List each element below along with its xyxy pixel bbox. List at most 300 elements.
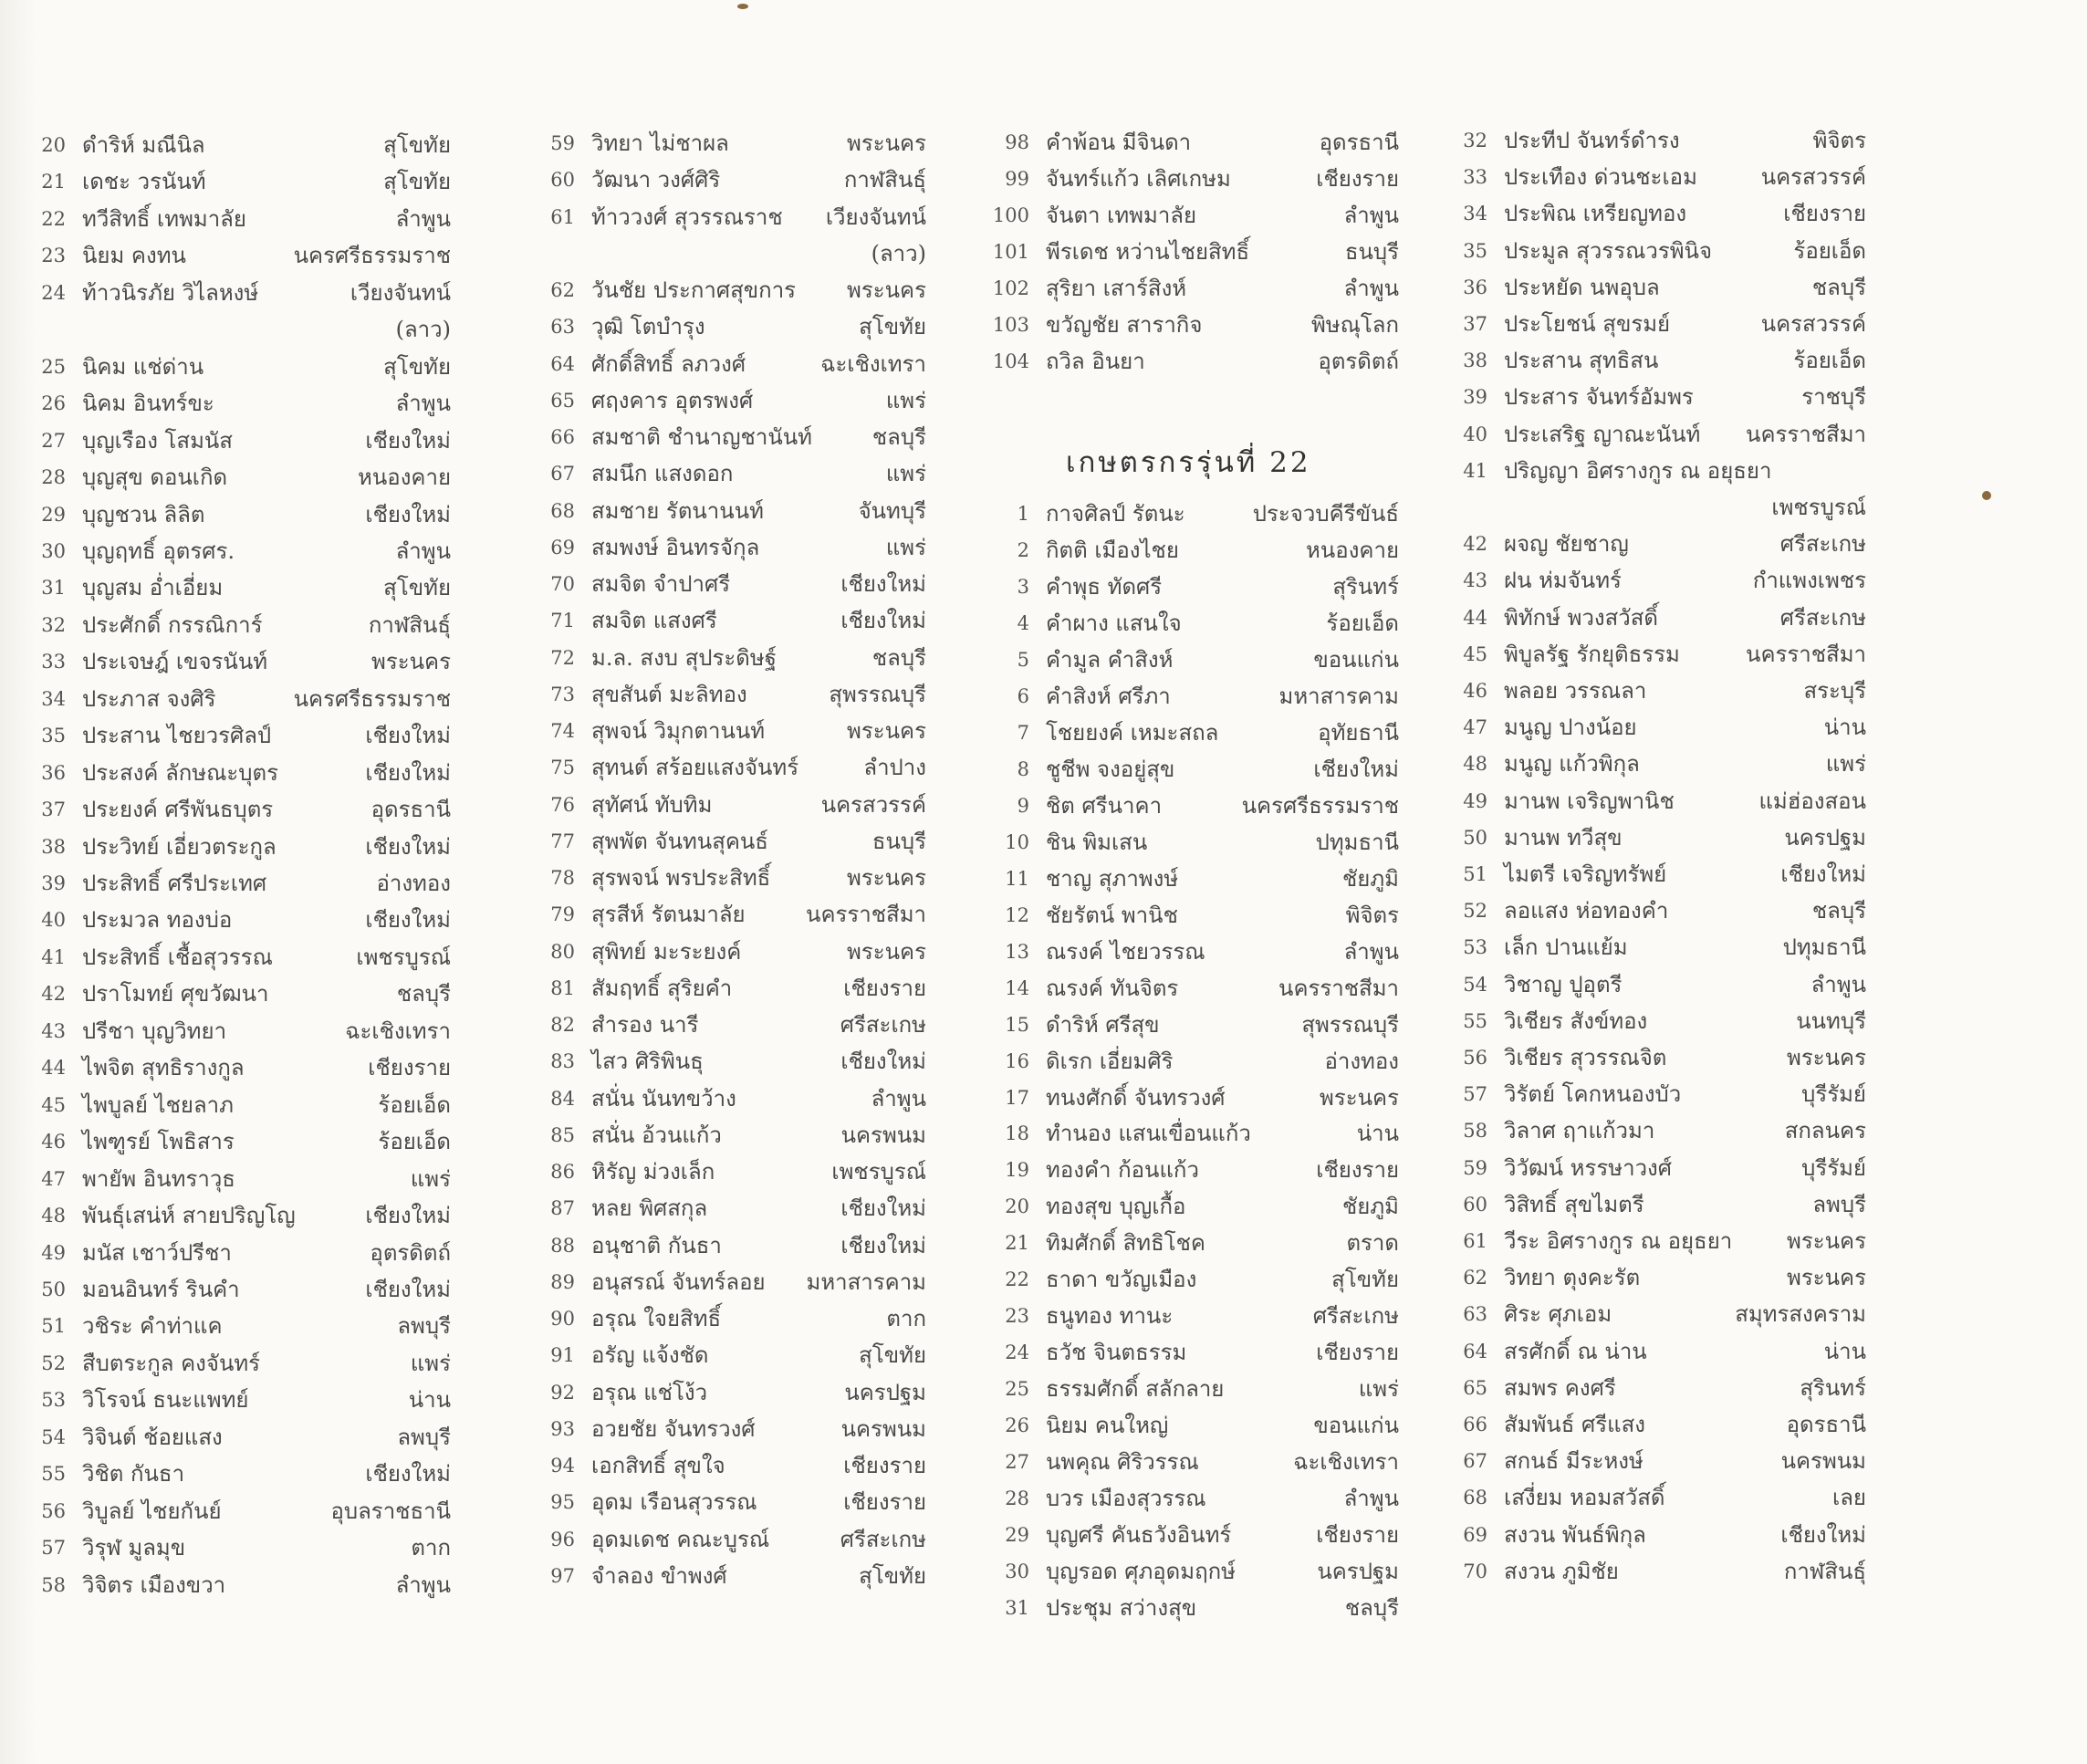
province: ร้อยเอ็ด: [378, 1129, 451, 1154]
person-name: พิบูลรัฐ รักยุติธรรม: [1504, 642, 1680, 667]
person-name: สุพจน์ วิมุกตานนท์: [591, 718, 766, 744]
list-item: [984, 1043, 1399, 1080]
entry-number: 66: [550, 426, 575, 448]
person-name: ธรรมศักดิ์ สลักลาย: [1046, 1376, 1225, 1402]
province: ชลบุรี: [871, 645, 926, 671]
list-item: [984, 1007, 1399, 1043]
entry-number: 57: [1463, 1083, 1487, 1105]
person-name: นิยม คงทน: [82, 243, 186, 268]
entry-number: 20: [41, 134, 66, 156]
entry-number: 19: [1005, 1159, 1029, 1181]
person-name: ทำนอง แสนเขื่อนแก้ว: [1046, 1121, 1251, 1146]
entry-number: 59: [550, 132, 575, 154]
province: หนองคาย: [358, 464, 451, 490]
entry-number: 27: [41, 430, 66, 452]
list-item: [984, 788, 1399, 824]
province: ตาก: [886, 1306, 926, 1331]
entry-number: 35: [41, 725, 66, 746]
list-item: [20, 1049, 451, 1086]
list-item: [20, 1235, 451, 1271]
entry-number: 26: [1005, 1414, 1029, 1436]
list-item: [529, 308, 926, 345]
province: ศรีสะเกษ: [1779, 531, 1866, 557]
province: ฉะเชิงเทรา: [345, 1018, 451, 1044]
person-name: สมจิต จำปาศรี: [591, 571, 731, 597]
entry-number: 55: [1463, 1010, 1487, 1032]
entry-number: 48: [41, 1205, 66, 1226]
list-item: [20, 1087, 451, 1123]
province: เชียงราย: [1783, 201, 1866, 226]
person-name: ชัยรัตน์ พานิช: [1046, 903, 1178, 928]
province: อุดรธานี: [1786, 1412, 1866, 1437]
province: เชียงใหม่: [365, 723, 451, 748]
entry-number: 96: [550, 1529, 575, 1550]
list-item: [984, 307, 1399, 343]
entry-number: 12: [1005, 904, 1029, 926]
province: เวียงจันทน์: [350, 280, 451, 306]
person-name: วิรุฬ มูลมุข: [82, 1535, 186, 1560]
entry-number: 55: [41, 1463, 66, 1485]
province: ราชบุรี: [1801, 384, 1866, 410]
person-name: เสงี่ยม หอมสวัสดิ์: [1504, 1485, 1665, 1510]
entry-number: 32: [1463, 130, 1487, 151]
person-name: วิจินต์ ช้อยแสง: [82, 1425, 223, 1450]
person-name: สุทัศน์ ทับทิม: [591, 792, 713, 818]
entry-number: 63: [1463, 1303, 1487, 1325]
entry-number: 15: [1005, 1014, 1029, 1036]
province: ร้อยเอ็ด: [1793, 348, 1866, 373]
list-item: [1442, 526, 1866, 562]
province: ศรีสะเกษ: [1779, 605, 1866, 631]
person-name: ณรงค์ ไชยวรรณ: [1046, 939, 1205, 965]
entry-number: 49: [41, 1242, 66, 1264]
province: พระนคร: [847, 130, 926, 156]
list-item: [1442, 673, 1866, 709]
entry-number: 17: [1005, 1087, 1029, 1109]
province: น่าน: [1823, 1339, 1866, 1364]
province: นครศรีธรรมราช: [1241, 793, 1399, 819]
province: อ่างทอง: [376, 871, 451, 896]
entry-number: 61: [1463, 1230, 1487, 1252]
province: นครพนม: [840, 1416, 926, 1442]
entry-number: 51: [1463, 863, 1487, 885]
province: เพชรบูรณ์: [1771, 495, 1866, 520]
person-name: มานพ ทวีสุข: [1504, 825, 1623, 851]
list-item: [20, 1161, 451, 1197]
person-name: สนั่น อ้วนแก้ว: [591, 1122, 722, 1148]
list-item: [984, 569, 1399, 605]
entry-number: 52: [1463, 900, 1487, 922]
province: สุพรรณบุรี: [829, 682, 926, 707]
list-item: [529, 493, 926, 529]
entry-number: 91: [550, 1344, 575, 1366]
person-name: พิทักษ์ พวงสวัสดิ์: [1504, 605, 1658, 631]
list-item: [529, 1007, 926, 1043]
entry-number: 5: [1017, 649, 1029, 671]
province: พิจิตร: [1812, 128, 1866, 153]
entry-number: 59: [1463, 1157, 1487, 1179]
province: พระนคร: [1787, 1228, 1866, 1254]
list-item: [984, 678, 1399, 715]
entry-number: 29: [1005, 1524, 1029, 1546]
list-item: [529, 823, 926, 860]
person-name: ปริญญา อิศรางกูร ณ อยุธยา: [1504, 458, 1772, 484]
list-item: [984, 642, 1399, 678]
person-name: วิเชียร สุวรรณจิต: [1504, 1045, 1667, 1070]
entry-number: 28: [1005, 1487, 1029, 1509]
list-item: [1442, 856, 1866, 892]
province: กำแพงเพชร: [1752, 568, 1866, 593]
entry-number: 77: [550, 830, 575, 852]
province: เชียงราย: [843, 1489, 926, 1515]
province: อุดรธานี: [370, 797, 451, 822]
person-name: บุญฤทธิ์ อุตรศร.: [82, 538, 235, 564]
province: ปทุมธานี: [1315, 830, 1399, 855]
person-name: ประวิทย์ เอี่ยวตระกูล: [82, 834, 277, 860]
province: เวียงจันทน์: [825, 204, 926, 230]
person-name: ประชุม สว่างสุข: [1046, 1595, 1197, 1621]
entry-number: 65: [1463, 1377, 1487, 1399]
province: เชียงใหม่: [840, 608, 926, 633]
person-name: บุญเรือง โสมนัส: [82, 428, 233, 454]
list-item: [529, 199, 926, 235]
province: น่าน: [1356, 1121, 1399, 1146]
province: อุบลราชธานี: [330, 1498, 451, 1524]
person-name: จำลอง ขำพงศ์: [591, 1563, 727, 1589]
province: พิษณุโลก: [1310, 312, 1399, 338]
province: ลำพูน: [395, 206, 451, 232]
entry-number: 22: [1005, 1268, 1029, 1290]
list-item: [1442, 1259, 1866, 1296]
person-name: ดำริห์ ศรีสุข: [1046, 1012, 1160, 1038]
list-item: [984, 861, 1399, 897]
person-name: อนุสรณ์ จันทร์ลอย: [591, 1269, 766, 1295]
list-item: [984, 1553, 1399, 1590]
province: นนทบุรี: [1796, 1008, 1866, 1034]
person-name: วัฒนา วงศ์ศิริ: [591, 167, 721, 193]
entry-number: 31: [1005, 1597, 1029, 1619]
list-item: [1442, 636, 1866, 673]
province: กาฬสินธุ์: [1783, 1559, 1866, 1584]
person-name: ไสว ศิริพินธุ: [591, 1049, 704, 1074]
person-name: นิยม คนใหญ่: [1046, 1413, 1169, 1438]
province: ประจวบคีรีขันธ์: [1252, 501, 1399, 527]
province: พระนคร: [1320, 1085, 1399, 1111]
province: พระนคร: [1787, 1265, 1866, 1290]
entry-number: 74: [550, 720, 575, 742]
entry-number: 18: [1005, 1122, 1029, 1144]
list-item: [529, 566, 926, 602]
entry-number: 67: [550, 463, 575, 485]
list-item: [529, 1117, 926, 1153]
person-name: ประภาส จงศิริ: [82, 686, 216, 712]
person-name: มอนอินทร์ รินคำ: [82, 1277, 240, 1302]
person-name: วิรัตย์ โคกหนองบัว: [1504, 1081, 1682, 1107]
person-name: เอกสิทธิ์ สุขใจ: [591, 1453, 725, 1478]
province: เชียงราย: [1316, 166, 1399, 192]
entry-number: 48: [1463, 753, 1487, 775]
province: เชียงใหม่: [840, 1049, 926, 1074]
list-item: [20, 1271, 451, 1308]
province: นครพนม: [1780, 1448, 1866, 1474]
person-name: สมชาย รัตนานนท์: [591, 498, 764, 524]
entry-number: 87: [550, 1197, 575, 1219]
person-name: กิตติ เมืองไชย: [1046, 538, 1179, 563]
province: (ลาว): [395, 317, 451, 342]
province: กาฬสินธุ์: [368, 612, 451, 638]
province: แพร่: [410, 1166, 451, 1192]
person-name: พีรเดช หว่านไชยสิทธิ์: [1046, 239, 1250, 265]
entry-number: 41: [1463, 460, 1487, 482]
list-item: [984, 605, 1399, 642]
person-name: ประมวล ทองบ่อ: [82, 907, 233, 933]
province: สุโขทัย: [859, 1342, 926, 1368]
list-item: [1442, 892, 1866, 929]
entry-number: 32: [41, 614, 66, 636]
person-name: วิทยา ตุงคะรัต: [1504, 1265, 1641, 1290]
person-name: สมชาติ ชำนาญชานันท์: [591, 424, 812, 450]
list-item: [984, 1444, 1399, 1480]
list-item: [984, 1152, 1399, 1188]
province: แพร่: [1358, 1376, 1399, 1402]
list-item: [529, 1337, 926, 1373]
entry-number: 104: [992, 350, 1029, 372]
list-item: [20, 829, 451, 865]
province: ร้อยเอ็ด: [378, 1092, 451, 1118]
person-name: ทิมศักดิ์ สิทธิโชค: [1046, 1230, 1205, 1256]
list-item: [1442, 195, 1866, 232]
entry-number: 95: [550, 1491, 575, 1513]
entry-number: 61: [550, 206, 575, 228]
person-name: ทนงศักดิ์ จันทรวงศ์: [1046, 1085, 1226, 1111]
person-name: หลย พิศสกุล: [591, 1195, 708, 1221]
province: ลพบุรี: [397, 1313, 451, 1339]
entry-number: 20: [1005, 1195, 1029, 1217]
province: ปทุมธานี: [1782, 934, 1866, 960]
province: เพชรบูรณ์: [356, 945, 451, 970]
province: ชัยภูมิ: [1342, 866, 1399, 892]
province: อุดรธานี: [1319, 130, 1399, 155]
entry-number: 10: [1005, 831, 1029, 853]
province: อุตรดิตถ์: [370, 1240, 451, 1266]
province: ธนบุรี: [1344, 239, 1399, 265]
entry-number: 93: [550, 1418, 575, 1440]
list-item: [529, 272, 926, 308]
person-name: ประพิณ เหรียญทอง: [1504, 201, 1687, 226]
list-item: [529, 676, 926, 713]
list-item: [1442, 819, 1866, 856]
entry-number: 24: [41, 282, 66, 304]
entry-number: 67: [1463, 1450, 1487, 1472]
person-name: วันชัย ประกาศสุขการ: [591, 277, 797, 303]
list-item: [529, 382, 926, 419]
province: นครสวรรค์: [820, 792, 926, 818]
person-name: ไพบูลย์ ไชยลาภ: [82, 1092, 234, 1118]
person-name: สงวน พันธ์พิกุล: [1504, 1522, 1646, 1548]
list-item: [1442, 1223, 1866, 1259]
province: นครราชสีมา: [1278, 976, 1399, 1001]
person-name: ทองคำ ก้อนแก้ว: [1046, 1157, 1199, 1183]
province: สุโขทัย: [383, 132, 451, 158]
province: สกลนคร: [1784, 1118, 1866, 1143]
person-name: สงวน ภูมิชัย: [1504, 1559, 1619, 1584]
province: มหาสารคาม: [806, 1269, 926, 1295]
person-name: หิรัญ ม่วงเล็ก: [591, 1159, 715, 1185]
list-item: [529, 125, 926, 162]
list-item: [1442, 1296, 1866, 1332]
province: ตราด: [1346, 1230, 1399, 1256]
entry-number: 27: [1005, 1451, 1029, 1473]
person-name: สมนึก แสงดอก: [591, 461, 734, 486]
province: พิจิตร: [1345, 903, 1399, 928]
person-name: วิชาญ ปูอุตรี: [1504, 972, 1623, 997]
province: สุพรรณบุรี: [1301, 1012, 1399, 1038]
person-name: ประมูล สุวรรณวรพินิจ: [1504, 238, 1712, 264]
list-item: [529, 162, 926, 198]
province: ลำปาง: [863, 755, 926, 780]
person-name: วิชิต กันธา: [82, 1461, 185, 1487]
list-item: [20, 1529, 451, 1566]
list-item: [984, 970, 1399, 1007]
province: ลพบุรี: [1812, 1192, 1866, 1217]
province: นครพนม: [840, 1122, 926, 1148]
paper-speck: [1982, 491, 1991, 500]
entry-number: 66: [1463, 1414, 1487, 1435]
list-item: [529, 860, 926, 896]
person-name: อนุชาติ กันธา: [591, 1233, 722, 1258]
entry-number: 82: [550, 1014, 575, 1036]
list-item: [1442, 966, 1866, 1003]
entry-number: 60: [1463, 1194, 1487, 1216]
person-name: คำมูล คำสิงห์: [1046, 647, 1174, 673]
list-item: [20, 939, 451, 976]
person-name: ท้าวนิรภัย วิไลหงษ์: [82, 280, 259, 306]
person-name: สมพงษ์ อินทรจักุล: [591, 535, 760, 560]
person-name: วิสิทธิ์ สุขไมตรี: [1504, 1192, 1644, 1217]
person-name: สุรสีห์ รัตนมาลัย: [591, 902, 746, 927]
entry-number: 33: [41, 651, 66, 673]
province: ลำพูน: [871, 1086, 926, 1112]
list-item: [20, 1013, 451, 1049]
person-name: วีระ อิศรางกูร ณ อยุธยา: [1504, 1228, 1733, 1254]
list-item: [20, 607, 451, 643]
province: แม่ฮ่องสอน: [1758, 788, 1866, 814]
person-name: ไมตรี เจริญทรัพย์: [1504, 861, 1667, 887]
entry-number: 71: [550, 610, 575, 631]
person-name: ประทีป จันทร์ดำรง: [1504, 128, 1680, 153]
entry-number: 89: [550, 1271, 575, 1293]
list-item: [529, 529, 926, 566]
province: เลย: [1832, 1485, 1866, 1510]
province: สุโขทัย: [383, 575, 451, 600]
person-name: สุพิทย์ มะระยงค์: [591, 939, 742, 965]
entry-number: 99: [1005, 168, 1029, 190]
list-item: [20, 717, 451, 754]
list-item: [1442, 306, 1866, 342]
person-name: ดำริห์ มณีนิล: [82, 132, 205, 158]
person-name: สมจิต แสงศรี: [591, 608, 717, 633]
province: สุโขทัย: [859, 1563, 926, 1589]
person-name: กาจศิลป์ รัตนะ: [1046, 501, 1185, 527]
entry-number: 60: [550, 169, 575, 191]
list-item: [984, 1115, 1399, 1152]
province: ฉะเชิงเทรา: [1293, 1449, 1399, 1475]
person-name: วุฒิ โตบำรุง: [591, 314, 705, 339]
province: จันทบุรี: [858, 498, 926, 524]
entry-number: 75: [550, 757, 575, 778]
entry-number: 50: [1463, 827, 1487, 849]
province: ตาก: [411, 1535, 451, 1560]
person-name: วิโรจน์ ธนะแพทย์: [82, 1387, 249, 1413]
person-name: บุญศรี คันธวังอินทร์: [1046, 1522, 1232, 1548]
province: สุโขทัย: [1331, 1267, 1399, 1292]
person-name: นิคม แช่ด่าน: [82, 354, 204, 380]
list-item: [1442, 1406, 1866, 1443]
person-name: บุญสม อ่ำเอี่ยม: [82, 575, 224, 600]
province: เชียงใหม่: [365, 907, 451, 933]
list-item: [20, 459, 451, 496]
list-item: [20, 496, 451, 533]
list-item: [1442, 1186, 1866, 1223]
person-name: เล็ก ปานแย้ม: [1504, 934, 1628, 960]
entry-number: 62: [550, 279, 575, 301]
list-item: [1442, 1112, 1866, 1149]
entry-number: 72: [550, 647, 575, 669]
person-name: โชยยงค์ เหมะสถล: [1046, 720, 1219, 746]
person-name: ประสิทธิ์ ศรีประเทศ: [82, 871, 267, 896]
list-item: [529, 602, 926, 639]
list-item: [1442, 1003, 1866, 1039]
province: นครราชสีมา: [806, 902, 926, 927]
province: พระนคร: [847, 865, 926, 891]
person-name: สนั่น นันทขว้าง: [591, 1086, 736, 1112]
entry-number: 97: [550, 1565, 575, 1587]
province: พระนคร: [847, 277, 926, 303]
list-item: [1442, 233, 1866, 269]
entry-number: 45: [41, 1094, 66, 1116]
province: พระนคร: [1787, 1045, 1866, 1070]
entry-number: 35: [1463, 240, 1487, 262]
entry-number: 83: [550, 1050, 575, 1072]
list-item: [984, 1261, 1399, 1298]
list-item: [529, 235, 926, 272]
list-item: [984, 234, 1399, 270]
entry-number: 58: [41, 1574, 66, 1596]
person-name: ประยงค์ ศรีพันธบุตร: [82, 797, 274, 822]
entry-number: 42: [41, 983, 66, 1005]
list-item: [529, 713, 926, 749]
entry-number: 38: [41, 836, 66, 858]
province: เชียงใหม่: [840, 571, 926, 597]
entry-number: 70: [550, 573, 575, 595]
entry-number: 24: [1005, 1341, 1029, 1363]
entry-number: 65: [550, 390, 575, 412]
list-item: [1442, 1479, 1866, 1516]
list-item: [1442, 562, 1866, 599]
list-item: [1442, 489, 1866, 526]
entry-number: 7: [1017, 722, 1029, 744]
province: กาฬสินธุ์: [843, 167, 926, 193]
person-name: บวร เมืองสุวรรณ: [1046, 1486, 1206, 1511]
list-item: [1442, 453, 1866, 489]
province: เชียงใหม่: [1780, 861, 1866, 887]
province: บุรีรัมย์: [1801, 1155, 1866, 1181]
list-item: [20, 1197, 451, 1234]
list-item: [529, 419, 926, 455]
list-item: [1442, 1553, 1866, 1590]
person-name: สุพพัต จันทนสุคนธ์: [591, 829, 768, 854]
list-item: [984, 1225, 1399, 1261]
